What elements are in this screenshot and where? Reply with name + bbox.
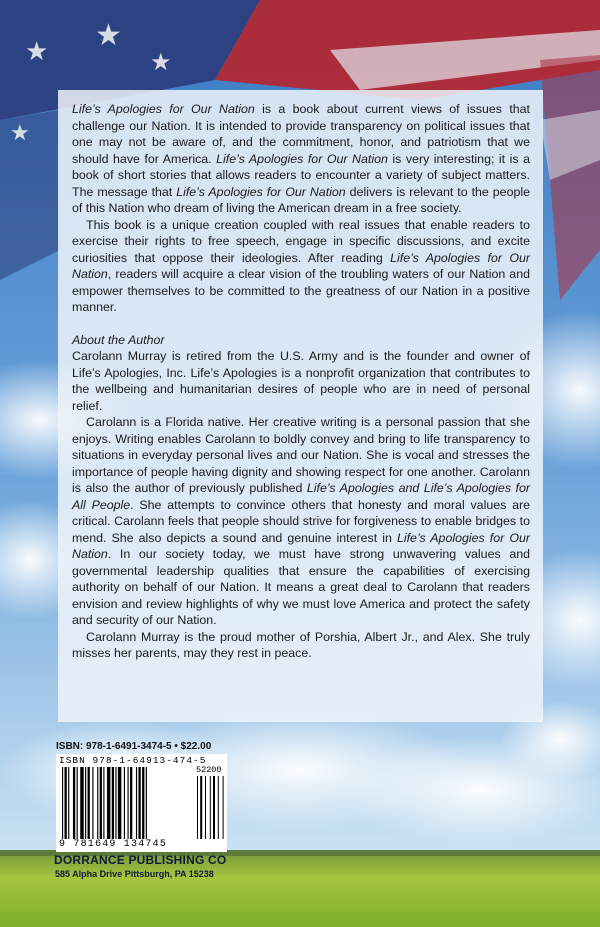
publisher-address: 585 Alpha Drive Pittsburgh, PA 15238 [55, 869, 214, 879]
author-bio [72, 348, 530, 662]
bio-paragraph-2: Carolann is a Florida native. Her creative writing is a personal passion that she enjoys. Writing enables Carolann to boldly convey and bring to life transparency to situations in everyday personal lives and our Nation. She is vocal and stresses the importance of people having dignity and showing respect for one another. Carolann is also the author of previously published Life’s Apologies and Life’s Apologies for All People. She attempts to convince others that honesty and moral values are critical. Carolann feels that people should strive for forgiveness to enable bridges to mend. She also depicts a sound and genuine interest in Life’s Apologies for Our Nation. In our society today, we must have strong unwavering values and governmental leadership qualities that ensure the capabilities of exercising authority on behalf of our Nation. It means a great deal to Carolann that readers envision and review highlights of why we must love America and protect the safety and security of our Nation. [72, 415, 531, 627]
about-author-heading: About the Author [72, 332, 165, 347]
isbn-price-line: ISBN: 978-1-6491-3474-5 • $22.00 [56, 741, 212, 752]
barcode-number: 9 781649 134745 [59, 839, 168, 850]
svg-text:★: ★ [150, 49, 172, 76]
bio-paragraph-1: Carolann Murray is retired from the U.S. Army and is the founder and owner of Life’s Apologies, Inc. Life’s Apologies is a nonprofit organization that contributes to the wellbeing and humanitarian desires of people who are in need of personal relief. [72, 349, 530, 413]
barcode-bars [56, 754, 227, 852]
description-paragraph-2: This book is a unique creation coupled with real issues that enable readers to exercise their rights to free speech, engage in specific discussions, and excite curiosities that oppose their ideologies. After reading Life’s Apologies for Our Nation, readers will acquire a clear vision of the troubling waters of our Nation and empower themselves to be committed to the greatness of our Nation in a positive manner. [72, 217, 530, 314]
barcode-isbn-text: ISBN 978-1-64913-474-5 [59, 755, 207, 766]
description-paragraph-1: Life’s Apologies for Our Nation is a book about current views of issues that challenge our Nation. It is intended to provide transparency on political issues that one may not be aware of, and the commitment, honor, and patriotism that we should have for America. Life’s Apologies for Our Nation is very interesting; it is a book of short stories that allows readers to encounter a variety of subject matters. The message that Life’s Apologies for Our Nation delivers is relevant to the people of this Nation who dream of living the American dream in a free society. [72, 102, 531, 215]
svg-text:★: ★ [10, 120, 30, 145]
publisher-name: DORRANCE PUBLISHING CO [54, 853, 227, 867]
barcode-price-code: 52200 [196, 765, 222, 775]
bio-paragraph-3: Carolann Murray is the proud mother of Porshia, Albert Jr., and Alex. She truly misses her parents, may they rest in peace. [72, 629, 530, 660]
book-description [72, 101, 530, 316]
svg-text:★: ★ [25, 36, 49, 66]
svg-text:★: ★ [95, 19, 122, 52]
back-cover-text [72, 101, 530, 662]
barcode [56, 754, 227, 852]
